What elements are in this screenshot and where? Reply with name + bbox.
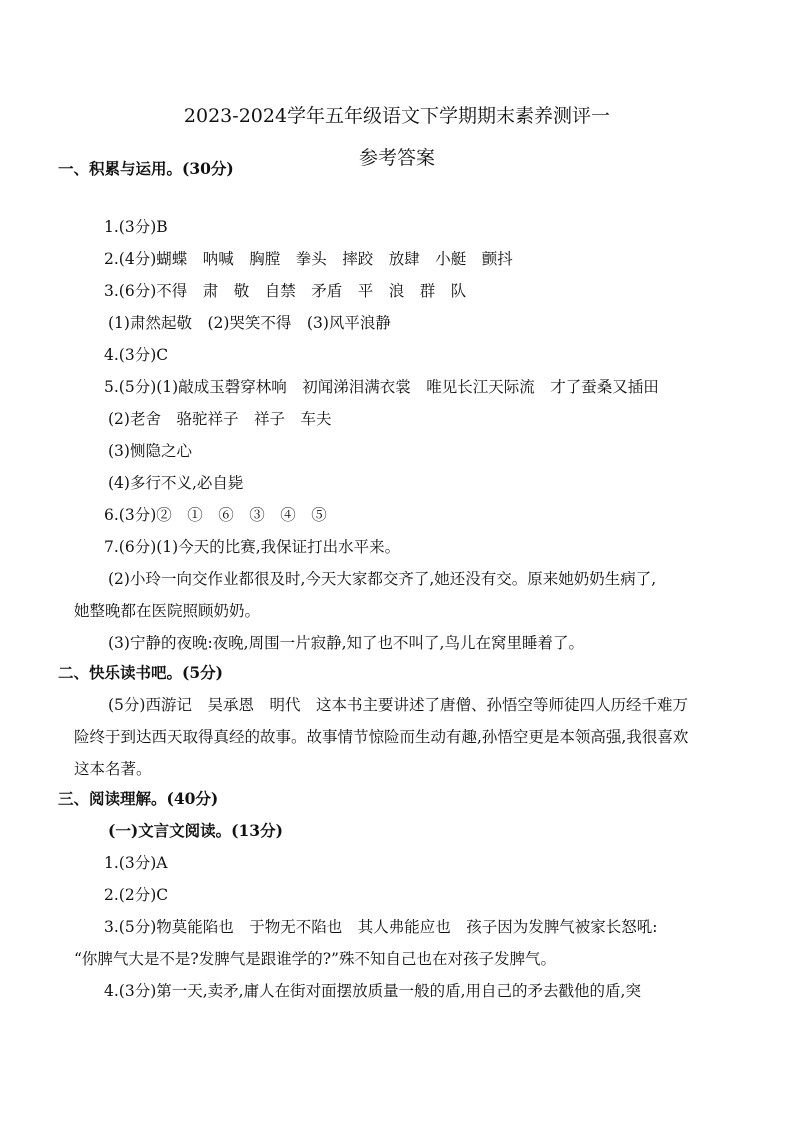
- subsection-heading-3-1: (一)文言文阅读。(13分): [108, 821, 283, 840]
- answer-line-q2: 2.(4分)蝴蝶 呐喊 胸膛 拳头 摔跤 放肆 小艇 颤抖: [104, 250, 513, 268]
- section-heading-3: 三、阅读理解。(40分): [58, 789, 219, 808]
- document-title: 2023-2024学年五年级语文下学期期末素养测评一: [183, 105, 611, 127]
- section-heading-1: 一、积累与运用。(30分): [58, 159, 234, 178]
- answer-line-q4: 4.(3分)C: [104, 346, 169, 364]
- answer-line-q7: 7.(6分)(1)今天的比赛,我保证打出水平来。: [104, 538, 401, 556]
- reading-answer-line-1: (5分)西游记 吴承恩 明代 这本书主要讲述了唐僧、孙悟空等师徒四人历经千难万: [108, 696, 688, 714]
- answer-line-q7-sub2-cont: 她整晚都在医院照顾奶奶。: [74, 602, 261, 620]
- reading-answer-line-2: 险终于到达西天取得真经的故事。故事情节惊险而生动有趣,孙悟空更是本领高强,我很喜欢: [74, 728, 689, 746]
- document-subtitle: 参考答案: [358, 147, 435, 169]
- answer-line-q5: 5.(5分)(1)敲成玉磬穿林响 初闻涕泪满衣裳 唯见长江天际流 才了蚕桑又插田: [104, 378, 659, 396]
- answer-line-a1: 1.(3分)A: [104, 854, 168, 872]
- answer-line-q5-sub2: (2)老舍 骆驼祥子 祥子 车夫: [108, 410, 332, 428]
- answer-line-q7-sub3: (3)宁静的夜晚:夜晚,周围一片寂静,知了也不叫了,鸟儿在窝里睡着了。: [108, 634, 584, 652]
- reading-answer-line-3: 这本名著。: [74, 760, 152, 778]
- section-heading-2: 二、快乐读书吧。(5分): [58, 663, 223, 682]
- answer-line-q6: 6.(3分)② ① ⑥ ③ ④ ⑤: [104, 506, 327, 524]
- answer-line-q3-sub: (1)肃然起敬 (2)哭笑不得 (3)风平浪静: [108, 314, 391, 332]
- answer-line-a2: 2.(2分)C: [104, 886, 169, 904]
- answer-line-q1: 1.(3分)B: [104, 218, 168, 236]
- answer-line-a4: 4.(3分)第一天,卖矛,庸人在街对面摆放质量一般的盾,用自己的矛去戳他的盾,突: [104, 982, 641, 1000]
- answer-line-a3: 3.(5分)物莫能陷也 于物无不陷也 其人弗能应也 孩子因为发脾气被家长怒吼:: [104, 918, 658, 936]
- answer-line-q5-sub4: (4)多行不义,必自毙: [108, 474, 244, 492]
- answer-line-a3-cont: “你脾气大是不是?发脾气是跟谁学的?”殊不知自己也在对孩子发脾气。: [74, 950, 556, 968]
- answer-line-q3: 3.(6分)不得 肃 敬 自禁 矛盾 平 浪 群 队: [104, 282, 467, 300]
- answer-line-q5-sub3: (3)恻隐之心: [108, 442, 192, 460]
- answer-line-q7-sub2: (2)小玲一向交作业都很及时,今天大家都交齐了,她还没有交。原来她奶奶生病了,: [108, 570, 657, 588]
